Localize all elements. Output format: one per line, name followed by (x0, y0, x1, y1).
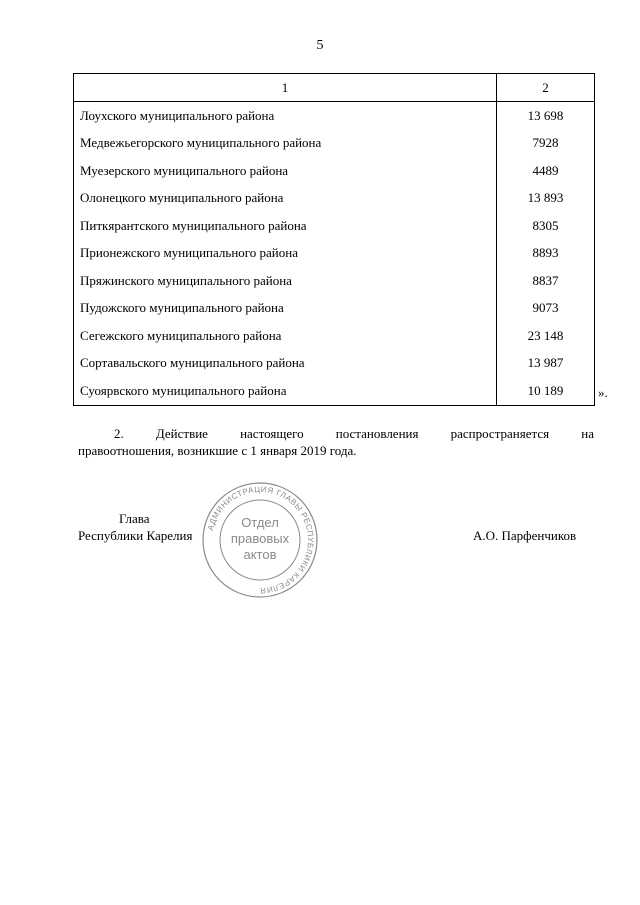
table-header-row (74, 74, 595, 102)
paragraph-word: на (581, 426, 594, 441)
district-value: 8305 (497, 212, 595, 240)
district-value: 7928 (497, 130, 595, 158)
district-name: Питкярантского муниципального района (74, 212, 497, 240)
signatory-title-line-2: Республики Карелия (78, 528, 193, 543)
district-value: 10 189 (497, 377, 595, 405)
table-row (74, 102, 595, 130)
district-name: Сортавальского муниципального района (74, 350, 497, 378)
stamp-inner-line: правовых (230, 531, 290, 546)
table-row (74, 377, 595, 405)
table-row (74, 295, 595, 323)
district-name: Прионежского муниципального района (74, 240, 497, 268)
district-name: Лоухского муниципального района (74, 102, 497, 130)
column-header-2: 2 (497, 74, 595, 102)
official-stamp (200, 480, 320, 600)
stamp-outer-text: АДМИНИСТРАЦИЯ ГЛАВЫ РЕСПУБЛИКИ КАРЕЛИЯ (205, 484, 316, 596)
table-row (74, 185, 595, 213)
paragraph-word: постановления (335, 426, 419, 441)
paragraph-line-1 (78, 425, 594, 442)
table-row (74, 267, 595, 295)
table-row (74, 322, 595, 350)
table-row (74, 157, 595, 185)
district-name: Муезерского муниципального района (74, 157, 497, 185)
signatory-name: А.О. Парфенчиков (473, 528, 577, 543)
district-value: 13 893 (497, 185, 595, 213)
paragraph-word: 2. (114, 426, 124, 441)
closing-quote: ». (598, 385, 608, 400)
district-value: 8837 (497, 267, 595, 295)
paragraph-line-2: правоотношения, возникшие с 1 января 2019 года. (78, 443, 357, 458)
district-value: 13 698 (497, 102, 595, 130)
paragraph-word: распространяется (450, 426, 550, 441)
district-name: Медвежьегорского муниципального района (74, 130, 497, 158)
district-name: Сегежского муниципального района (74, 322, 497, 350)
stamp-inner-line: Отдел (241, 515, 279, 530)
district-name: Пряжинского муниципального района (74, 267, 497, 295)
district-name: Суоярвского муниципального района (74, 377, 497, 405)
district-value: 4489 (497, 157, 595, 185)
district-value: 23 148 (497, 322, 595, 350)
stamp-inner-line: актов (243, 547, 277, 562)
paragraph-word: настоящего (240, 426, 304, 441)
district-value: 13 987 (497, 350, 595, 378)
district-table (73, 73, 595, 406)
column-header-1: 1 (74, 74, 497, 102)
table-row (74, 240, 595, 268)
effective-date-paragraph (78, 425, 594, 459)
district-value: 8893 (497, 240, 595, 268)
district-value: 9073 (497, 295, 595, 323)
table-row (74, 130, 595, 158)
paragraph-word: Действие (155, 426, 208, 441)
signatory-title-line-1: Глава (119, 511, 150, 526)
table-row (74, 350, 595, 378)
district-name: Пудожского муниципального района (74, 295, 497, 323)
district-name: Олонецкого муниципального района (74, 185, 497, 213)
page-number: 5 (316, 38, 324, 53)
table-row (74, 212, 595, 240)
